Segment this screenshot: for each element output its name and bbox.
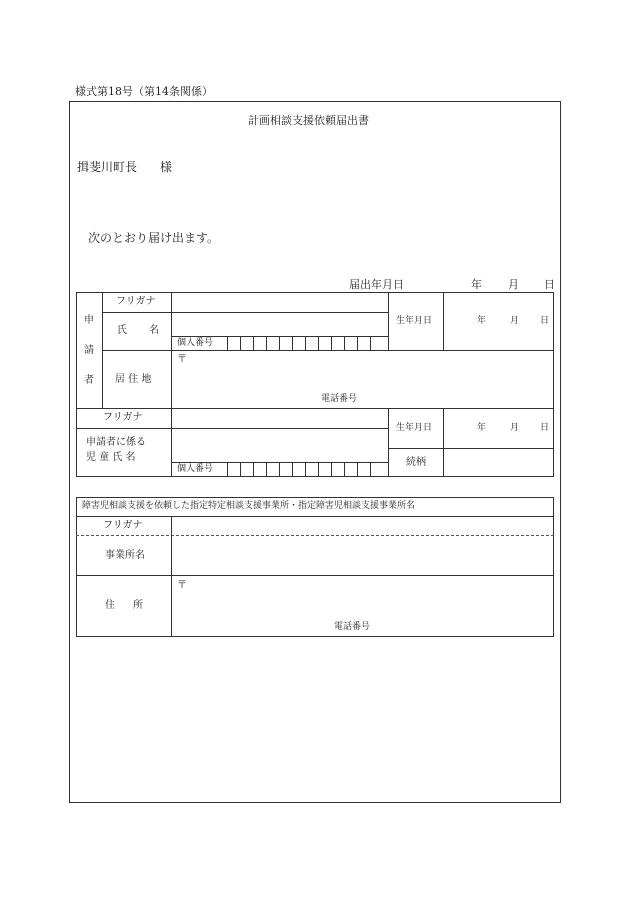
form-number: 様式第18号（第14条関係）: [75, 85, 213, 98]
applicant-birth-day: 日: [540, 316, 550, 326]
facility-furigana-label: フリガナ: [103, 520, 143, 531]
form-title: 計画相談支援依頼届出書: [248, 114, 369, 127]
applicant-postal-mark: 〒: [177, 354, 187, 365]
notification-date-day: 日: [544, 278, 555, 291]
child-birth-year: 年: [477, 423, 487, 433]
applicant-birth-year: 年: [477, 316, 487, 326]
child-relation-label: 続柄: [406, 457, 426, 468]
child-name-label-line2: 児 童 氏 名: [86, 452, 136, 463]
applicant-name-label-2: 名: [149, 325, 159, 336]
applicant-birth-label: 生年月日: [396, 316, 433, 326]
facility-name-label: 事業所名: [105, 550, 145, 561]
applicant-name-label-1: 氏: [117, 325, 127, 336]
applicant-section-char-1: 申: [84, 315, 94, 326]
facility-address-label-2: 所: [133, 600, 143, 611]
intro-text: 次のとおり届け出ます。: [88, 231, 220, 245]
facility-phone-label: 電話番号: [334, 622, 371, 632]
child-birth-month: 月: [510, 423, 520, 433]
applicant-section-char-3: 者: [84, 375, 94, 386]
addressee-honorific: 様: [160, 160, 173, 174]
applicant-personal-number-label: 個人番号: [177, 338, 214, 348]
facility-header: 障害児相談支援を依頼した指定特定相談支援事業所・指定障害児相談支援事業所名: [82, 501, 416, 511]
notification-date-month: 月: [508, 278, 519, 291]
child-personal-number-label: 個人番号: [177, 464, 214, 474]
applicant-furigana-label: フリガナ: [116, 296, 156, 307]
addressee-name: 揖斐川町長: [77, 160, 138, 174]
applicant-address-label: 居 住 地: [115, 374, 152, 385]
applicant-phone-label: 電話番号: [321, 394, 358, 404]
applicant-section-char-2: 請: [84, 345, 94, 356]
child-birth-label: 生年月日: [396, 423, 433, 433]
child-name-label-line1: 申請者に係る: [86, 437, 146, 448]
notification-date-label: 届出年月日: [349, 278, 404, 291]
applicant-birth-month: 月: [510, 316, 520, 326]
child-furigana-label: フリガナ: [103, 412, 143, 423]
facility-table-border: [76, 497, 554, 637]
child-birth-day: 日: [540, 423, 550, 433]
facility-postal-mark: 〒: [177, 580, 187, 591]
notification-date-year: 年: [471, 278, 482, 291]
facility-address-label-1: 住: [105, 600, 115, 611]
